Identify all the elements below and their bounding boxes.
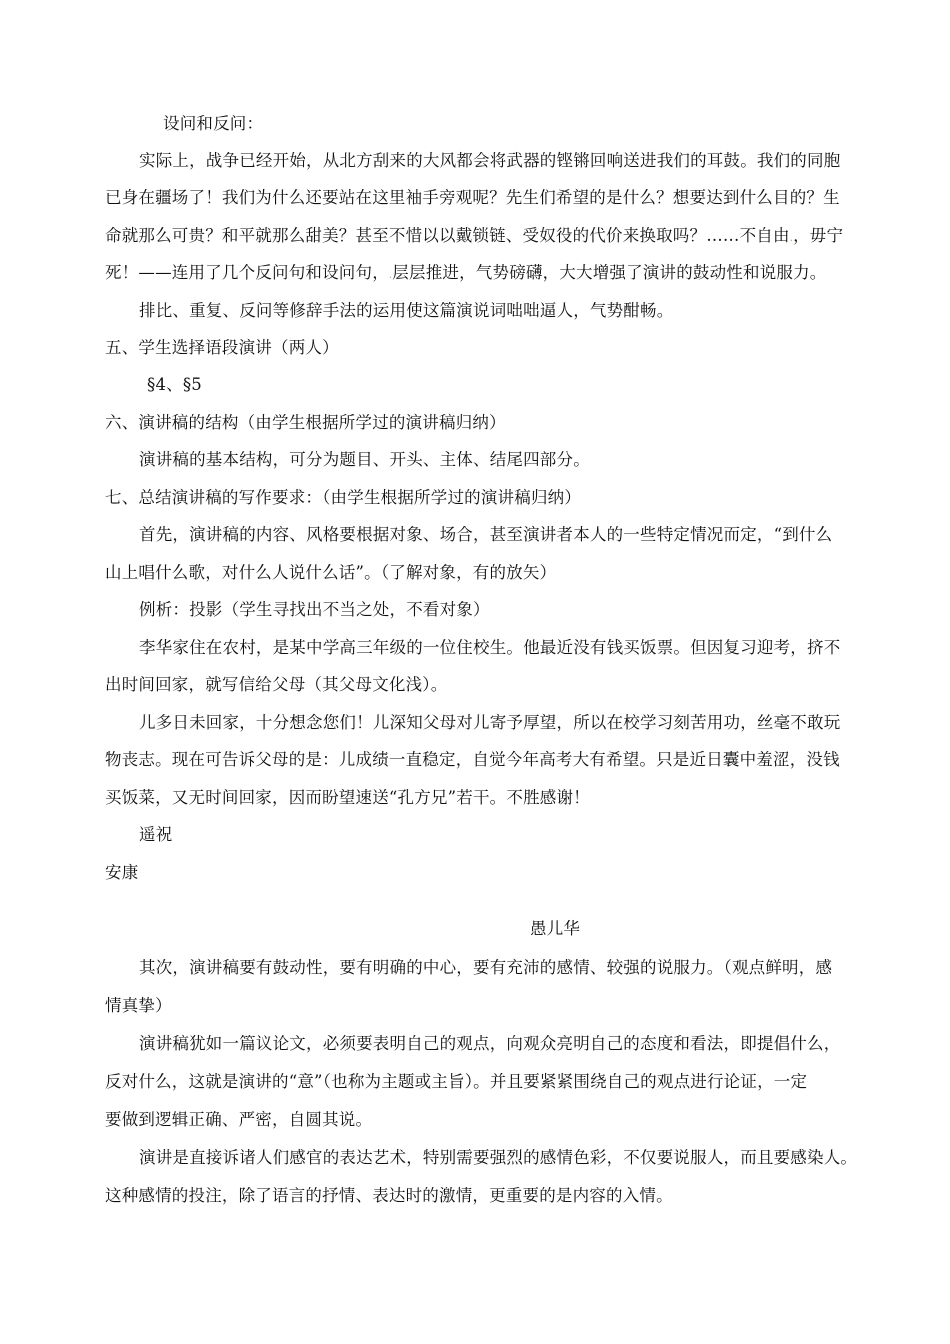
paragraph-line: 其次，演讲稿要有鼓动性，要有明确的中心，要有充沛的感情、较强的说服力。（观点鲜明，感 (139, 958, 833, 977)
paragraph-line: 李华家住在农村，是某中学高三年级的一位住校生。他最近没有钱买饭票。但因复习迎考，挤不 (139, 638, 841, 657)
paragraph-line: 出时间回家，就写信给父母（其父母文化浅）。 (105, 675, 448, 694)
paragraph-line: 要做到逻辑正确、严密，自圆其说。 (105, 1110, 373, 1129)
paragraph-text: 层层推进，气势磅礴，大大增强了演讲的鼓动性和说服力。 (392, 263, 827, 282)
paragraph-line: 首先，演讲稿的内容、风格要根据对象、场合，甚至演讲者本人的一些特定情况而定，“到什么 (139, 525, 833, 544)
paragraph-line: 演讲是直接诉诸人们感官的表达艺术，特别需要强烈的感情色彩，不仅要说服人，而且要感染人。 (139, 1148, 858, 1167)
paragraph-line: 排比、重复、反问等修辞手法的运用使这篇演说词咄咄逼人，气势酣畅。 (139, 301, 674, 320)
paragraph-line: 实际上，战争已经开始，从北方刮来的大风都会将武器的铿锵回响送进我们的耳鼓。我们的同胞 (139, 151, 841, 170)
paragraph-line (105, 225, 843, 250)
paragraph-line: 演讲稿的基本结构，可分为题目、开头、主体、结尾四部分。 (139, 450, 590, 469)
paragraph-text: 死！——连用了几个反问句和设问句， (105, 263, 389, 282)
letter-line: 物丧志。现在可告诉父母的是：儿成绩一直稳定，自觉今年高考大有希望。只是近日囊中羞涩，没钱 (105, 750, 840, 769)
section-heading-5: 五、学生选择语段演讲（两人） (105, 338, 339, 357)
paragraph-line: 情真挚） (105, 996, 172, 1015)
section-heading-7: 七、总结演讲稿的写作要求：（由学生根据所学过的演讲稿归纳） (105, 488, 582, 507)
highlight-dot: . (789, 233, 794, 244)
letter-line: 买饭菜，又无时间回家，因而盼望速送“孔方兄”若干。不胜感谢！ (105, 788, 590, 807)
paragraph-line: 反对什么，这就是演讲的“意”（也称为主题或主旨）。并且要紧紧围绕自己的观点进行论证，一定 (105, 1072, 808, 1091)
section-reference: §4、§5 (147, 375, 202, 394)
paragraph-line: 演讲稿犹如一篇议论文，必须要表明自己的观点，向观众亮明自己的态度和看法，即提倡什么， (139, 1034, 841, 1053)
section-heading-rhetorical-questions: 设问和反问： (163, 114, 264, 133)
paragraph-line: 山上唱什么歌，对什么人说什么话”。（了解对象，有的放矢） (105, 563, 557, 582)
paragraph-line: 例析：投影（学生寻找出不当之处，不看对象） (139, 600, 490, 619)
paragraph-text: ，毋宁 (793, 226, 844, 245)
letter-closing: 遥祝 (139, 825, 173, 844)
highlight-dot: . (388, 270, 393, 281)
paragraph-line: 已身在疆场了！我们为什么还要站在这里袖手旁观呢？先生们希望的是什么？想要达到什么目的？生 (105, 188, 840, 207)
section-heading-6: 六、演讲稿的结构（由学生根据所学过的演讲稿归纳） (105, 413, 506, 432)
paragraph-line: 这种感情的投注，除了语言的抒情、表达时的激情，更重要的是内容的入情。 (105, 1186, 673, 1205)
letter-line: 儿多日未回家，十分想念您们！儿深知父母对儿寄予厚望，所以在校学习刻苦用功，丝毫不敢玩 (139, 713, 841, 732)
letter-closing: 安康 (105, 863, 139, 882)
letter-signature: 愚儿华 (530, 919, 581, 938)
paragraph-line (105, 262, 827, 287)
paragraph-text: 命就那么可贵？和平就那么甜美？甚至不惜以以戴锁链、受奴役的代价来换取吗？……不自由 (105, 226, 790, 245)
